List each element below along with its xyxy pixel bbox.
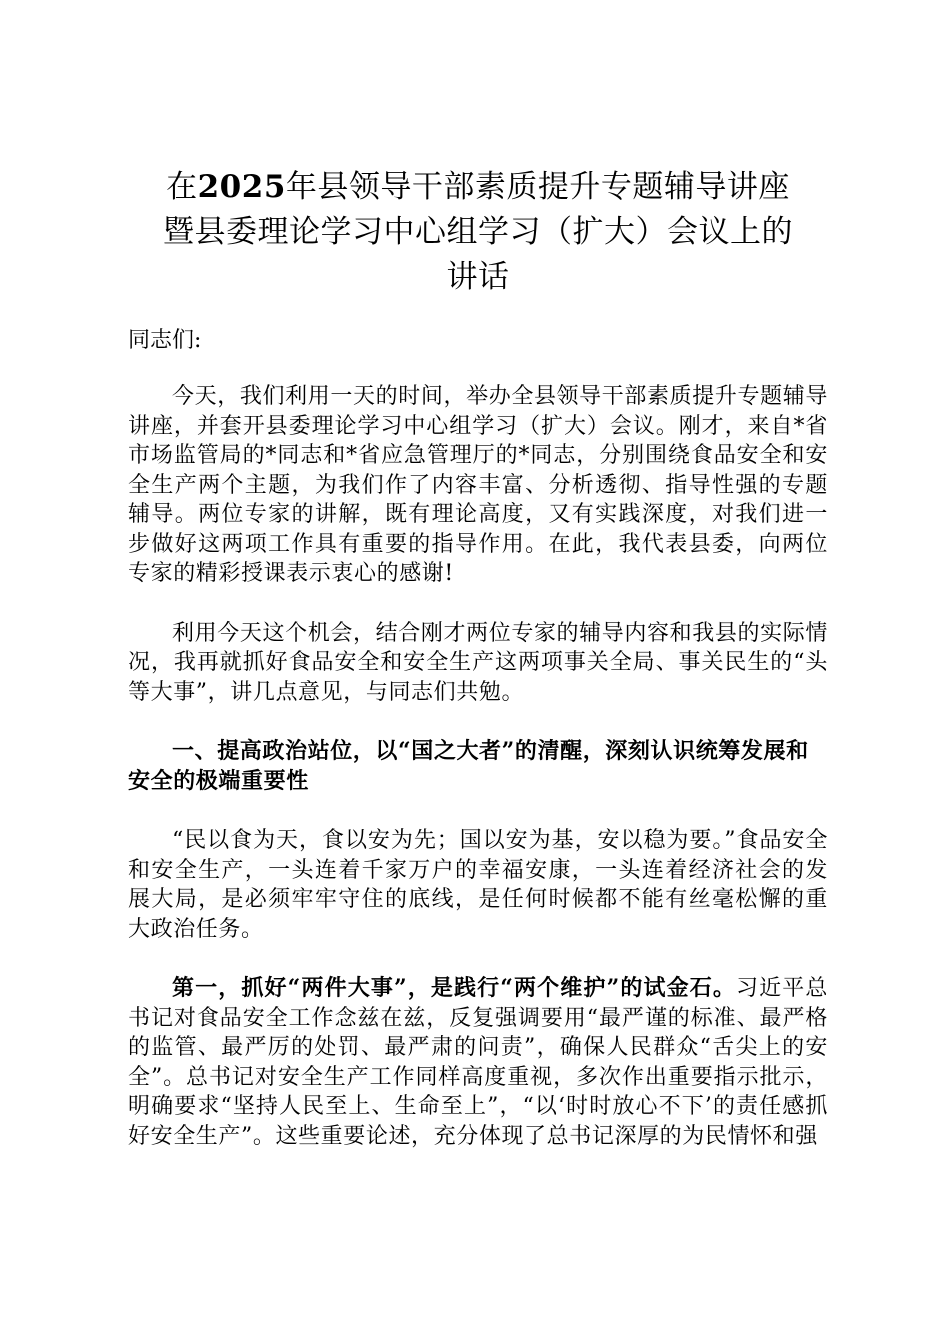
paragraph-opening: 今天，我们利用一天的时间，举办全县领导干部素质提升专题辅导讲座，并套开县委理论学习中心组学习（扩大）会议。刚才，来自*省市场监管局的*同志和*省应急管理厅的*同志，分别围绕食品安全和安全生产两个主题，为我们作了内容丰富、分析透彻、指导性强的专题辅导。两位专家的讲解，既有理论高度，又有实践深度，对我们进一步做好这两项工作具有重要的指导作用。在此，我代表县委，向两位专家的精彩授课表示衷心的感谢!	[128, 384, 828, 586]
title-line-3: 讲话	[446, 259, 510, 295]
document-title	[128, 165, 828, 300]
paragraph-point-1	[128, 974, 828, 1151]
title-line-2: 暨县委理论学习中心组学习（扩大）会议上的	[163, 214, 793, 250]
paragraph-section-intro: “民以食为天，食以安为先；国以安为基，安以稳为要。”食品安全和安全生产，一头连着千家万户的幸福安康，一头连着经济社会的发展大局，是必须牢牢守住的底线，是任何时候都不能有丝毫松懈的重大政治任务。	[128, 828, 828, 942]
title-line-1	[128, 165, 828, 210]
paragraph-purpose: 利用今天这个机会，结合刚才两位专家的辅导内容和我县的实际情况，我再就抓好食品安全和安全生产这两项事关全局、事关民生的“头等大事”，讲几点意见，与同志们共勉。	[128, 620, 828, 705]
title-prefix: 在	[166, 169, 198, 205]
point-1-body: 习近平总书记对食品安全工作念兹在兹，反复强调要用“最严谨的标准、最严格的监管、最严厉的处罚、最严肃的问责”，确保人民群众“舌尖上的安全”。总书记对安全生产工作同样高度重视，多次作出重要指示批示，明确要求“坚持人民至上、生命至上”，“以‘时时放心不下’的责任感抓好安全生产”。这些重要论述，充分体现了总书记深厚的为民情怀和强	[128, 976, 829, 1149]
title-year: 2025	[197, 169, 286, 205]
greeting: 同志们:	[128, 328, 202, 353]
title-line-1-rest: 年县领导干部素质提升专题辅导讲座	[285, 169, 790, 205]
document-page	[128, 165, 828, 1151]
section-heading-1: 一、提高政治站位，以“国之大者”的清醒，深刻认识统筹发展和安全的极端重要性	[128, 738, 809, 794]
point-1-lead: 第一，抓好“两件大事”，是践行“两个维护”的试金石。	[172, 975, 737, 1001]
